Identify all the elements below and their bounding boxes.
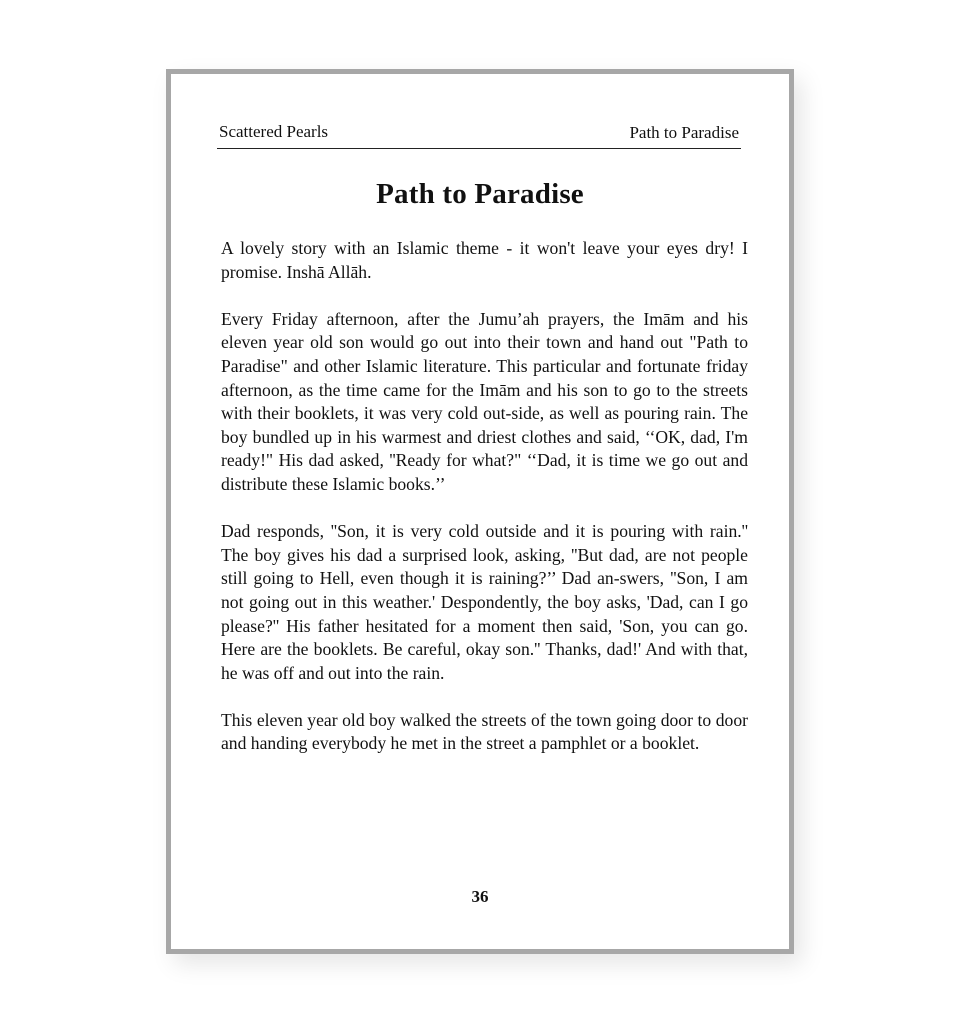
paragraph: This eleven year old boy walked the streets of the town going door to door and handing everybody he met in the street a pamphlet or a booklet.	[221, 709, 748, 754]
paragraph: Dad responds, ''Son, it is very cold outside and it is pouring with rain.'' The boy gives his dad a surprised look, asking, ''But dad, are not people still going to Hell, even though it is raining?’’ Dad an-swers, ''Son, I am not going out in this weather.' Despondently, the boy asks, 'Dad, can I go please?'' His father hesitated for a moment then said, 'Son, you can go. Here are the booklets. Be careful, okay son.'' Thanks, dad!' And with that, he was off and out into the rain.	[221, 521, 748, 683]
body-text	[221, 237, 748, 780]
book-page	[166, 69, 794, 954]
page-number: 36	[471, 887, 489, 906]
paragraph: Every Friday afternoon, after the Jumu’ah prayers, the Imām and his eleven year old son would go out into their town and hand out "Path to Paradise" and other Islamic literature. This particular and fortunate friday afternoon, as the time came for the Imām and his son to go to the streets with their booklets, it was very cold out-side, as well as pouring rain. The boy bundled up in his warmest and driest clothes and said, ‘‘OK, dad, I'm ready!" His dad asked, ''Ready for what?" ‘‘Dad, it is time we go out and distribute these Islamic books.’’	[221, 308, 748, 494]
chapter-title: Path to Paradise	[376, 178, 584, 210]
header-chapter-title: Path to Paradise	[629, 123, 739, 142]
running-header	[217, 120, 741, 149]
paragraph: A lovely story with an Islamic theme - it won't leave your eyes dry! I promise. Inshā Allāh.	[221, 238, 748, 282]
header-book-title: Scattered Pearls	[219, 122, 329, 141]
